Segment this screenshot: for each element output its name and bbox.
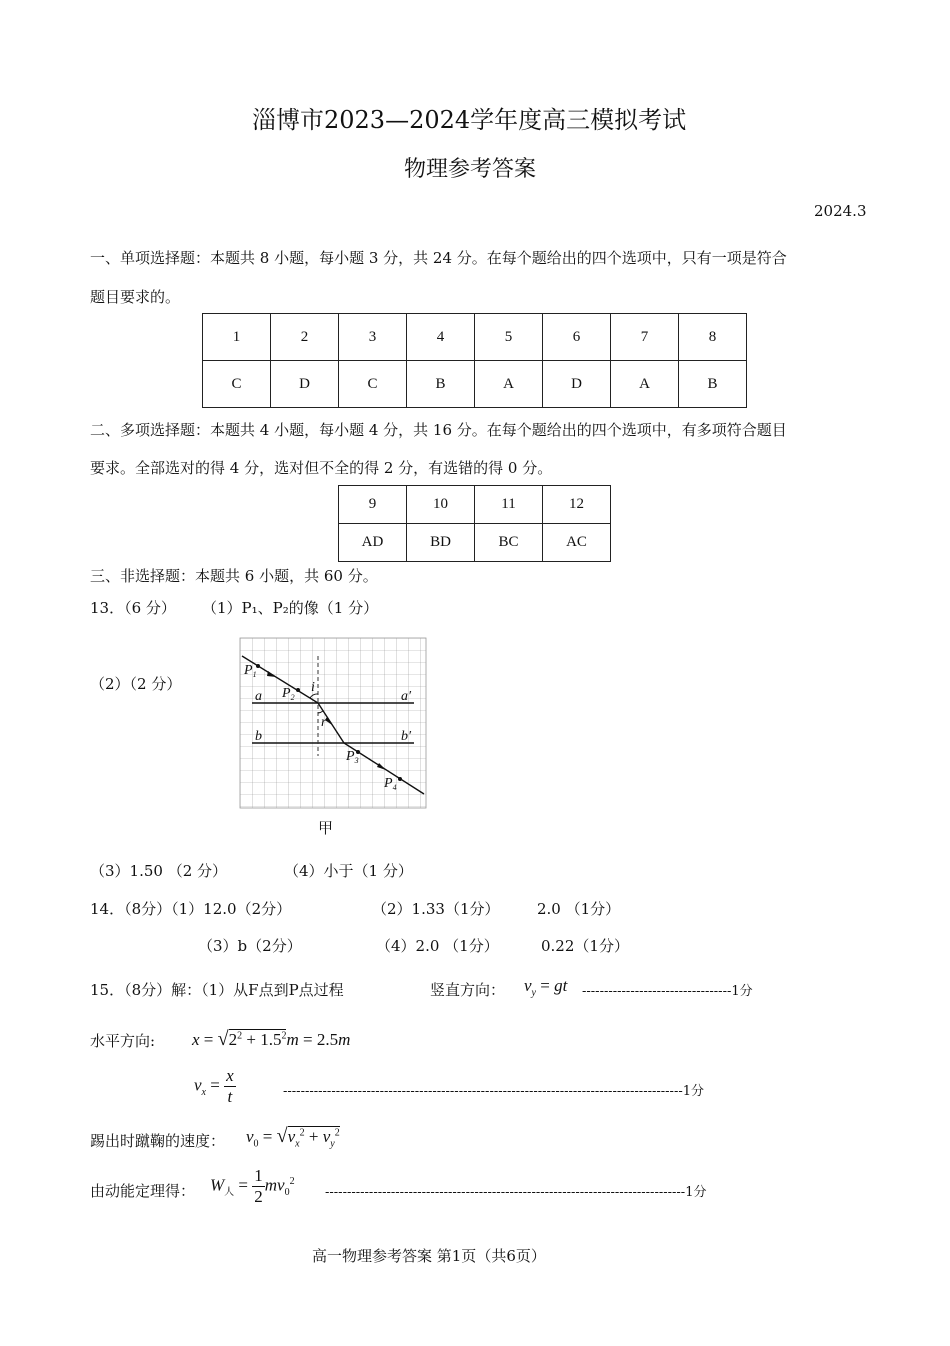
table-cell: B (679, 361, 747, 408)
section2-instructions-line1: 二、多项选择题：本题共 4 小题，每小题 4 分，共 16 分。在每个题给出的四个选项中，有多项符合题目 (90, 421, 787, 439)
label-p3-sub: 3 (354, 756, 359, 765)
label-p4: P (384, 776, 393, 791)
table-cell: 9 (339, 486, 407, 524)
equation-work: $W_人$ = $\frac{1}{2}$ $mv_0^2$ (210, 1166, 295, 1206)
table-cell: D (543, 361, 611, 408)
table-cell: AD (339, 524, 407, 562)
table-cell: 3 (339, 314, 407, 361)
label-i: i (311, 680, 315, 695)
table-cell: 12 (543, 486, 611, 524)
table-cell: BD (407, 524, 475, 562)
pin-p1 (256, 664, 260, 668)
score-leader-1: ----------------------------------1分 (582, 984, 753, 999)
score-leader-3: ----------------------------------------------------------------------------------1分 (325, 1185, 707, 1200)
q15-kick-label: 踢出时蹴鞠的速度： (90, 1132, 226, 1150)
single-choice-answer-table (202, 313, 747, 408)
grid-background (240, 638, 426, 808)
table-cell: 2 (271, 314, 339, 361)
table-cell: C (203, 361, 271, 408)
section1-instructions-line1: 一、单项选择题：本题共 8 小题，每小题 3 分，共 24 分。在每个题给出的四个选项中，只有一项是符合 (90, 249, 787, 267)
q13-part4: （4）小于（1 分） (284, 862, 413, 880)
pin-p3 (356, 750, 360, 754)
section1-instructions-line2: 题目要求的。 (90, 288, 181, 306)
refraction-diagram (236, 634, 436, 812)
figure-caption: 甲 (318, 819, 334, 837)
table-cell: A (611, 361, 679, 408)
section2-instructions-line2: 要求。全部选对的得 4 分，选对但不全的得 2 分，有选错的得 0 分。 (90, 459, 553, 477)
q13-part1: （1）P₁、P₂的像（1 分） (202, 599, 379, 617)
table-cell: BC (475, 524, 543, 562)
score-leader-2: -------------------------------------------------------------------------------------------1分 (283, 1084, 705, 1099)
table-cell: 4 (407, 314, 475, 361)
label-p2: P (282, 686, 291, 701)
q15-heading: 15．（8分）解：（1）从F点到P点过程 (90, 981, 344, 999)
label-p1: P (244, 663, 253, 678)
score-label: 1分 (731, 984, 753, 999)
table-cell: B (407, 361, 475, 408)
label-a: a (255, 689, 262, 704)
table-cell: 8 (679, 314, 747, 361)
answer-row (339, 524, 611, 562)
label-r: r (321, 715, 327, 730)
q15-horizontal-label: 水平方向: (90, 1032, 156, 1050)
q14-answer4: （4）2.0 （1分） (376, 937, 499, 955)
q14-answer2: （2）1.33（1分） (372, 900, 500, 918)
table-cell: D (271, 361, 339, 408)
table-cell: AC (543, 524, 611, 562)
equation-x: $x = √2^2 + 1.5^2m = 2.5m$ (192, 1028, 351, 1050)
pin-p2 (296, 688, 300, 692)
label-b-prime: b′ (401, 729, 412, 744)
q13-part2: （2）（2 分） (90, 675, 182, 693)
label-b: b (255, 729, 262, 744)
q13-part3: （3）1.50 （2 分） (90, 862, 228, 880)
q13-heading: 13．（6 分） (90, 599, 176, 617)
table-cell: C (339, 361, 407, 408)
date: 2024.3 (814, 202, 867, 220)
equation-vy: $v_y$ = gt (524, 976, 568, 999)
label-p4-sub: 4 (392, 783, 397, 792)
pin-p4 (398, 777, 402, 781)
page-title: 淄博市2023—2024学年度高三模拟考试 (252, 106, 687, 134)
table-cell: 6 (543, 314, 611, 361)
equation-v0: $v_0 = √v_x^2 + v_y^2$ (246, 1125, 340, 1150)
table-cell: 5 (475, 314, 543, 361)
q14-heading: 14．（8分）（1）12.0（2分） (90, 900, 292, 918)
label-p3: P (346, 749, 355, 764)
label-p1-sub: 1 (252, 670, 257, 679)
q15-vertical-label: 竖直方向： (430, 981, 506, 999)
score-label: 1分 (685, 1185, 707, 1200)
page-subtitle: 物理参考答案 (404, 157, 537, 182)
q15-theorem-label: 由动能定理得： (90, 1182, 196, 1200)
table-cell: 11 (475, 486, 543, 524)
q14-answer4b: 0.22（1分） (541, 937, 629, 955)
multi-choice-answer-table (338, 485, 611, 562)
label-p2-sub: 2 (290, 693, 295, 702)
table-cell: 1 (203, 314, 271, 361)
answer-row (203, 361, 747, 408)
question-number-row (203, 314, 747, 361)
q14-answer2b: 2.0 （1分） (537, 900, 621, 918)
q14-answer3: （3）b（2分） (198, 937, 302, 955)
table-cell: 7 (611, 314, 679, 361)
page-footer: 高一物理参考答案 第1页（共6页） (312, 1247, 546, 1265)
equation-vx: $v_x$ = $\frac{x}{t}$ (194, 1066, 234, 1106)
label-a-prime: a′ (401, 689, 412, 704)
table-cell: 10 (407, 486, 475, 524)
score-label: 1分 (682, 1084, 705, 1099)
table-cell: A (475, 361, 543, 408)
section3-instructions: 三、非选择题：本题共 6 小题，共 60 分。 (90, 567, 378, 585)
question-number-row (339, 486, 611, 524)
